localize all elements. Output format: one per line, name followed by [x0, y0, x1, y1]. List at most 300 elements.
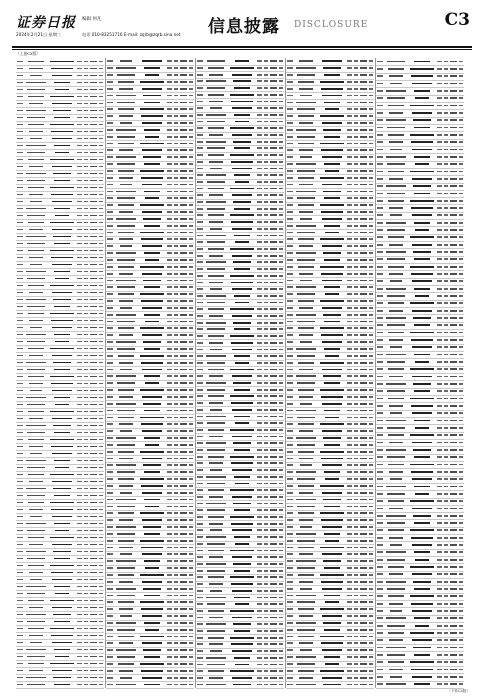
- table-cell: [180, 341, 187, 343]
- table-cell: [450, 676, 457, 678]
- table-cell: [369, 362, 373, 364]
- table-cell: [209, 255, 222, 257]
- table-cell: [287, 67, 293, 69]
- table-cell: [84, 523, 88, 525]
- table-cell: [444, 280, 448, 282]
- table-cell: [459, 134, 463, 136]
- table-cell: [444, 632, 448, 634]
- table-cell: [77, 453, 82, 455]
- table-cell: [27, 243, 46, 245]
- table-cell: [116, 499, 136, 501]
- table-cell: [354, 341, 358, 343]
- table-cell: [90, 187, 97, 189]
- table-cell: [117, 348, 136, 350]
- table-cell: [369, 232, 373, 234]
- table-cell: [354, 485, 358, 487]
- table-cell: [197, 617, 203, 619]
- table-cell: [27, 558, 46, 560]
- table-cell: [297, 382, 316, 384]
- table-cell: [257, 349, 262, 351]
- table-cell: [84, 215, 88, 217]
- table-cell: [450, 420, 457, 422]
- table-cell: [174, 143, 178, 145]
- table-cell: [270, 268, 277, 270]
- table-cell: [189, 102, 193, 104]
- table-cell: [388, 171, 403, 173]
- table-cell: [444, 295, 448, 297]
- table-cell: [369, 403, 373, 405]
- table-cell: [235, 241, 249, 243]
- table-cell: [369, 519, 373, 521]
- table-cell: [180, 595, 187, 597]
- table-cell: [298, 143, 315, 145]
- table-cell: [369, 327, 373, 329]
- table-cell: [208, 456, 225, 458]
- table-cell: [287, 88, 293, 90]
- table-cell: [322, 60, 343, 62]
- table-cell: [415, 97, 429, 99]
- table-cell: [197, 375, 203, 377]
- table-cell: [360, 444, 367, 446]
- table-cell: [197, 684, 203, 686]
- table-cell: [90, 75, 97, 77]
- table-cell: [77, 264, 82, 266]
- table-cell: [167, 334, 172, 336]
- table-cell: [140, 204, 163, 206]
- table-cell: [459, 595, 463, 597]
- table-cell: [369, 60, 373, 62]
- table-cell: [180, 540, 187, 542]
- table-cell: [377, 559, 383, 561]
- table-cell: [143, 218, 161, 220]
- table-cell: [387, 654, 406, 656]
- table-cell: [107, 437, 113, 439]
- table-cell: [17, 670, 23, 672]
- table-cell: [270, 248, 277, 250]
- table-cell: [107, 458, 113, 460]
- table-cell: [140, 636, 163, 638]
- table-cell: [347, 519, 352, 521]
- table-cell: [107, 512, 113, 514]
- table-cell: [444, 332, 448, 334]
- table-cell: [450, 588, 457, 590]
- table-cell: [77, 544, 82, 546]
- table-cell: [107, 88, 113, 90]
- table-cell: [180, 177, 187, 179]
- table-cell: [77, 96, 82, 98]
- table-cell: [119, 547, 133, 549]
- table-cell: [360, 211, 367, 213]
- table-cell: [209, 134, 222, 136]
- table-cell: [360, 519, 367, 521]
- table-cell: [140, 355, 165, 357]
- table-cell: [141, 608, 163, 610]
- table-cell: [189, 464, 193, 466]
- table-cell: [77, 642, 82, 644]
- table-cell: [99, 572, 103, 574]
- editor-line: 编辑 何凡: [82, 17, 102, 22]
- table-cell: [320, 266, 345, 268]
- table-cell: [459, 515, 463, 517]
- table-cell: [208, 67, 223, 69]
- table-cell: [437, 112, 442, 114]
- table-cell: [257, 241, 262, 243]
- table-cell: [360, 506, 367, 508]
- table-cell: [415, 559, 429, 561]
- table-cell: [264, 181, 268, 183]
- table-cell: [232, 529, 252, 531]
- table-cell: [257, 255, 262, 257]
- table-cell: [116, 437, 136, 439]
- table-cell: [189, 684, 193, 686]
- table-cell: [347, 115, 352, 117]
- table-cell: [167, 540, 172, 542]
- table-cell: [354, 197, 358, 199]
- table-cell: [437, 420, 442, 422]
- table-cell: [99, 481, 103, 483]
- table-cell: [180, 656, 187, 658]
- table-cell: [116, 375, 136, 377]
- table-cell: [233, 503, 251, 505]
- table-cell: [300, 403, 312, 405]
- table-cell: [180, 197, 187, 199]
- table-cell: [257, 181, 262, 183]
- table-cell: [84, 355, 88, 357]
- table-cell: [296, 348, 316, 350]
- table-cell: [29, 355, 42, 357]
- table-cell: [387, 229, 405, 231]
- table-cell: [410, 566, 433, 568]
- table-cell: [145, 259, 159, 261]
- table-cell: [279, 315, 283, 317]
- table-cell: [189, 321, 193, 323]
- table-cell: [233, 322, 251, 324]
- table-cell: [300, 588, 312, 590]
- table-cell: [287, 184, 293, 186]
- table-cell: [257, 677, 262, 679]
- table-cell: [450, 207, 457, 209]
- table-cell: [325, 478, 339, 480]
- table-cell: [234, 597, 251, 599]
- table-cell: [414, 390, 430, 392]
- table-cell: [369, 375, 373, 377]
- table-cell: [322, 369, 343, 371]
- table-cell: [140, 108, 165, 110]
- table-cell: [107, 273, 113, 275]
- table-cell: [257, 147, 262, 149]
- table-cell: [388, 398, 405, 400]
- table-cell: [450, 405, 457, 407]
- table-cell: [354, 375, 358, 377]
- table-cell: [29, 481, 42, 483]
- table-cell: [388, 464, 405, 466]
- table-cell: [90, 306, 97, 308]
- table-cell: [287, 519, 293, 521]
- table-cell: [354, 102, 358, 104]
- table-cell: [257, 127, 262, 129]
- table-cell: [300, 526, 312, 528]
- table-cell: [410, 266, 435, 268]
- table-cell: [279, 442, 283, 444]
- table-cell: [167, 677, 172, 679]
- table-cell: [459, 478, 463, 480]
- table-cell: [51, 509, 73, 511]
- table-cell: [347, 560, 352, 562]
- table-cell: [279, 221, 283, 223]
- table-cell: [174, 588, 178, 590]
- table-cell: [377, 83, 383, 85]
- table-cell: [444, 75, 448, 77]
- table-cell: [107, 191, 113, 193]
- table-cell: [180, 581, 187, 583]
- table-cell: [99, 334, 103, 336]
- table-cell: [234, 657, 251, 659]
- table-cell: [347, 567, 352, 569]
- table-cell: [264, 174, 268, 176]
- table-cell: [84, 544, 88, 546]
- table-cell: [369, 410, 373, 412]
- table-cell: [437, 97, 442, 99]
- table-cell: [189, 149, 193, 151]
- table-cell: [17, 523, 23, 525]
- table-cell: [17, 684, 23, 686]
- table-cell: [347, 122, 352, 124]
- table-cell: [77, 201, 82, 203]
- table-cell: [180, 238, 187, 240]
- table-cell: [450, 288, 457, 290]
- table-cell: [141, 300, 163, 302]
- table-cell: [411, 75, 433, 77]
- table-cell: [197, 476, 203, 478]
- table-cell: [208, 154, 225, 156]
- table-cell: [52, 516, 72, 518]
- table-cell: [144, 191, 161, 193]
- table-cell: [377, 310, 383, 312]
- table-cell: [107, 423, 113, 425]
- table-cell: [174, 553, 178, 555]
- table-cell: [99, 558, 103, 560]
- table-cell: [437, 149, 442, 151]
- table-cell: [437, 68, 442, 70]
- table-cell: [369, 211, 373, 213]
- table-cell: [270, 556, 277, 558]
- table-cell: [84, 474, 88, 476]
- table-cell: [296, 471, 316, 473]
- table-cell: [90, 110, 97, 112]
- table-cell: [52, 453, 72, 455]
- table-cell: [377, 229, 383, 231]
- table-cell: [377, 551, 383, 553]
- table-cell: [30, 390, 42, 392]
- table-cell: [180, 136, 187, 138]
- table-cell: [298, 547, 313, 549]
- table-cell: [354, 293, 358, 295]
- table-cell: [450, 581, 457, 583]
- table-cell: [360, 266, 367, 268]
- table-cell: [180, 451, 187, 453]
- table-cell: [119, 396, 132, 398]
- table-cell: [28, 411, 43, 413]
- newspaper-logo: 证券日报: [16, 15, 76, 31]
- table-cell: [174, 232, 178, 234]
- table-cell: [107, 622, 113, 624]
- table-cell: [369, 430, 373, 432]
- table-cell: [90, 600, 97, 602]
- table-cell: [347, 540, 352, 542]
- table-cell: [17, 586, 23, 588]
- table-cell: [189, 67, 193, 69]
- table-cell: [180, 369, 187, 371]
- table-cell: [354, 211, 358, 213]
- table-cell: [287, 280, 293, 282]
- table-cell: [180, 437, 187, 439]
- table-cell: [279, 114, 283, 116]
- table-cell: [230, 670, 253, 672]
- table-cell: [444, 105, 448, 107]
- table-cell: [99, 579, 103, 581]
- table-cell: [369, 163, 373, 165]
- table-cell: [144, 163, 160, 165]
- table-cell: [17, 152, 23, 154]
- table-cell: [84, 292, 88, 294]
- table-cell: [77, 61, 82, 63]
- table-cell: [347, 656, 352, 658]
- table-cell: [174, 519, 178, 521]
- table-cell: [354, 327, 358, 329]
- table-cell: [99, 299, 103, 301]
- table-cell: [206, 141, 227, 143]
- table-cell: [414, 156, 431, 158]
- table-cell: [167, 177, 172, 179]
- table-cell: [444, 258, 448, 260]
- table-cell: [360, 451, 367, 453]
- table-cell: [180, 280, 187, 282]
- table-cell: [189, 670, 193, 672]
- table-cell: [145, 444, 159, 446]
- table-cell: [90, 607, 97, 609]
- table-cell: [279, 201, 283, 203]
- table-cell: [386, 251, 407, 253]
- table-cell: [360, 102, 367, 104]
- table-cell: [167, 197, 172, 199]
- table-cell: [90, 362, 97, 364]
- table-cell: [360, 567, 367, 569]
- table-cell: [450, 522, 457, 524]
- table-cell: [77, 103, 82, 105]
- table-cell: [257, 590, 262, 592]
- table-cell: [189, 410, 193, 412]
- table-cell: [257, 355, 262, 357]
- table-cell: [27, 684, 46, 686]
- table-cell: [90, 523, 97, 525]
- table-cell: [30, 579, 42, 581]
- table-cell: [77, 390, 82, 392]
- table-cell: [287, 204, 293, 206]
- table-cell: [257, 462, 262, 464]
- table-cell: [459, 317, 463, 319]
- table-cell: [437, 295, 442, 297]
- table-cell: [347, 136, 352, 138]
- table-cell: [323, 499, 341, 501]
- table-cell: [354, 369, 358, 371]
- table-cell: [299, 88, 313, 90]
- table-cell: [99, 488, 103, 490]
- table-cell: [197, 335, 203, 337]
- table-cell: [189, 115, 193, 117]
- table-cell: [174, 622, 178, 624]
- table-cell: [369, 225, 373, 227]
- table-cell: [84, 152, 88, 154]
- table-cell: [27, 89, 45, 91]
- table-cell: [279, 181, 283, 183]
- table-cell: [230, 576, 255, 578]
- table-cell: [360, 143, 367, 145]
- table-cell: [369, 471, 373, 473]
- table-cell: [287, 369, 293, 371]
- table-cell: [99, 628, 103, 630]
- table-cell: [209, 496, 222, 498]
- table-cell: [347, 458, 352, 460]
- table-cell: [107, 348, 113, 350]
- table-cell: [118, 636, 133, 638]
- table-cell: [347, 81, 352, 83]
- table-cell: [231, 342, 253, 344]
- table-cell: [180, 506, 187, 508]
- table-cell: [142, 519, 163, 521]
- table-cell: [287, 533, 293, 535]
- table-cell: [386, 515, 407, 517]
- table-cell: [354, 218, 358, 220]
- table-cell: [77, 138, 82, 140]
- table-cell: [324, 286, 341, 288]
- table-cell: [174, 670, 178, 672]
- table-cell: [264, 603, 268, 605]
- table-cell: [234, 389, 250, 391]
- table-cell: [387, 295, 405, 297]
- table-cell: [17, 131, 23, 133]
- table-cell: [287, 375, 293, 377]
- table-cell: [287, 547, 293, 549]
- table-cell: [107, 629, 113, 631]
- table-cell: [387, 588, 406, 590]
- table-cell: [90, 614, 97, 616]
- table-cell: [206, 442, 227, 444]
- table-cell: [84, 397, 88, 399]
- table-cell: [377, 288, 383, 290]
- table-cell: [270, 543, 277, 545]
- table-cell: [26, 425, 47, 427]
- table-cell: [197, 235, 203, 237]
- table-cell: [354, 108, 358, 110]
- table-cell: [287, 286, 293, 288]
- table-cell: [377, 676, 383, 678]
- dateline: 2024年2月21日 星期三: [16, 32, 62, 37]
- table-cell: [459, 559, 463, 561]
- table-cell: [377, 398, 383, 400]
- table-cell: [230, 637, 255, 639]
- table-cell: [450, 244, 457, 246]
- table-cell: [90, 579, 97, 581]
- table-cell: [444, 588, 448, 590]
- table-cell: [450, 368, 457, 370]
- table-cell: [233, 261, 251, 263]
- table-cell: [377, 625, 383, 627]
- table-cell: [279, 623, 283, 625]
- table-cell: [84, 68, 88, 70]
- table-cell: [270, 570, 277, 572]
- table-cell: [209, 617, 222, 619]
- table-cell: [264, 282, 268, 284]
